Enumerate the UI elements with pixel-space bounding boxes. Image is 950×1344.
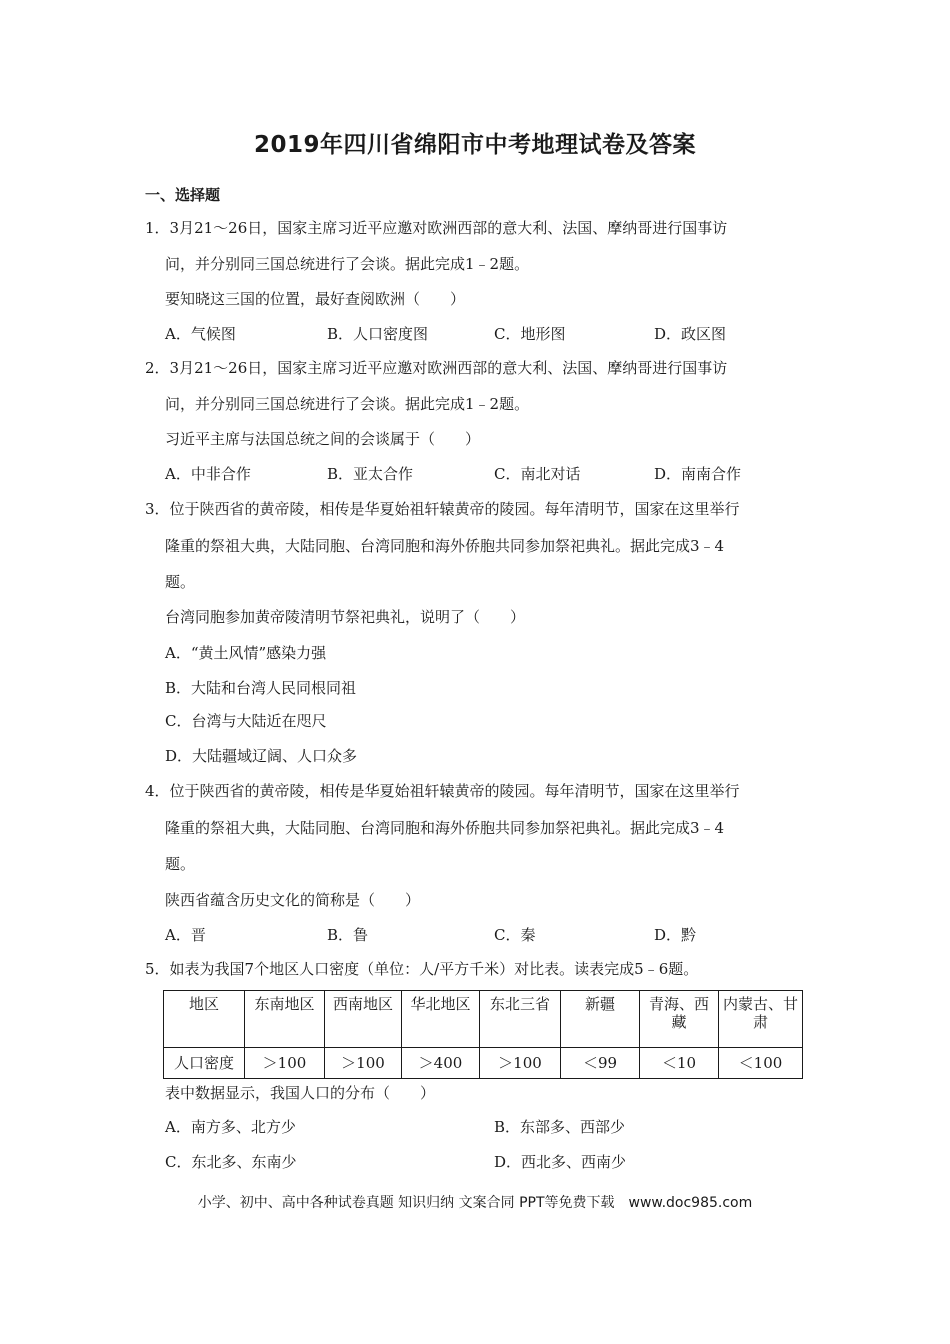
question-4-option-c[interactable]: C．秦: [494, 926, 536, 944]
table-cell: ＞100: [480, 1048, 561, 1079]
question-5-option-c[interactable]: C．东北多、东南少: [165, 1153, 297, 1171]
question-4-text-line3: 题。: [165, 855, 196, 873]
table-cell: ＞100: [325, 1048, 402, 1079]
question-3-option-b[interactable]: B．大陆和台湾人民同根同祖: [165, 679, 357, 697]
table-cell: ＞100: [245, 1048, 325, 1079]
question-1-option-b[interactable]: B．人口密度图: [327, 325, 429, 343]
question-2-text-line1: 2．3月21～26日，国家主席习近平应邀对欧洲西部的意大利、法国、摩纳哥进行国事访: [145, 359, 728, 377]
question-1-option-d[interactable]: D．政区图: [654, 325, 727, 343]
section-heading: 一、选择题: [145, 186, 221, 204]
question-1-stem: 要知晓这三国的位置，最好查阅欧洲（ ）: [165, 290, 466, 308]
question-4-option-b[interactable]: B．鲁: [327, 926, 369, 944]
question-3-text-line2: 隆重的祭祖大典，大陆同胞、台湾同胞和海外侨胞共同参加祭祀典礼。据此完成3﹣4: [165, 537, 725, 555]
question-3-text-line3: 题。: [165, 573, 196, 591]
question-5-stem: 表中数据显示，我国人口的分布（ ）: [165, 1084, 436, 1102]
question-3-option-d[interactable]: D．大陆疆域辽阔、人口众多: [165, 747, 358, 765]
question-4-option-d[interactable]: D．黔: [654, 926, 697, 944]
question-2-stem: 习近平主席与法国总统之间的会谈属于（ ）: [165, 430, 481, 448]
question-1-option-c[interactable]: C．地形图: [494, 325, 566, 343]
question-1-option-a[interactable]: A．气候图: [165, 325, 236, 343]
table-header-cell: 东北三省: [480, 991, 561, 1048]
table-header-cell: 华北地区: [402, 991, 480, 1048]
table-header-cell: 青海、西藏: [640, 991, 719, 1048]
table-cell: ＞400: [402, 1048, 480, 1079]
question-5-option-a[interactable]: A．南方多、北方少: [165, 1118, 296, 1136]
question-5-text-line1: 5．如表为我国7个地区人口密度（单位：人/平方千米）对比表。读表完成5﹣6题。: [145, 960, 699, 978]
question-1-text-line1: 1．3月21～26日，国家主席习近平应邀对欧洲西部的意大利、法国、摩纳哥进行国事访: [145, 219, 728, 237]
question-3-stem: 台湾同胞参加黄帝陵清明节祭祀典礼，说明了（ ）: [165, 608, 526, 626]
question-4-option-a[interactable]: A．晋: [165, 926, 206, 944]
table-cell: 人口密度: [164, 1048, 245, 1079]
question-5-option-d[interactable]: D．西北多、西南少: [494, 1153, 627, 1171]
question-3-text-line1: 3．位于陕西省的黄帝陵，相传是华夏始祖轩辕黄帝的陵园。每年清明节，国家在这里举行: [145, 500, 740, 518]
question-2-option-d[interactable]: D．南南合作: [654, 465, 742, 483]
page-title: 2019年四川省绵阳市中考地理试卷及答案: [253, 132, 696, 158]
question-4-text-line2: 隆重的祭祖大典，大陆同胞、台湾同胞和海外侨胞共同参加祭祀典礼。据此完成3﹣4: [165, 819, 725, 837]
question-2-option-a[interactable]: A．中非合作: [165, 465, 251, 483]
question-2-text-line2: 问，并分别同三国总统进行了会谈。据此完成1﹣2题。: [165, 395, 530, 413]
population-density-table: [163, 990, 803, 1079]
table-header-cell: 地区: [164, 991, 245, 1048]
table-header-cell: 新疆: [561, 991, 640, 1048]
table-header-cell: 东南地区: [245, 991, 325, 1048]
question-4-stem: 陕西省蕴含历史文化的简称是（ ）: [165, 891, 421, 909]
question-2-option-c[interactable]: C．南北对话: [494, 465, 581, 483]
table-header-row: [164, 991, 803, 1048]
table-header-cell: 内蒙古、甘肃: [719, 991, 803, 1048]
question-2-option-b[interactable]: B．亚太合作: [327, 465, 414, 483]
table-header-cell: 西南地区: [325, 991, 402, 1048]
table-row: [164, 1048, 803, 1079]
question-5-option-b[interactable]: B．东部多、西部少: [494, 1118, 626, 1136]
table-cell: ＜99: [561, 1048, 640, 1079]
question-4-text-line1: 4．位于陕西省的黄帝陵，相传是华夏始祖轩辕黄帝的陵园。每年清明节，国家在这里举行: [145, 782, 740, 800]
question-3-option-c[interactable]: C．台湾与大陆近在咫尺: [165, 712, 327, 730]
table-cell: ＜10: [640, 1048, 719, 1079]
question-1-text-line2: 问，并分别同三国总统进行了会谈。据此完成1﹣2题。: [165, 255, 530, 273]
question-3-option-a[interactable]: A．“黄土风情”感染力强: [165, 644, 327, 662]
footer-text: 小学、初中、高中各种试卷真题 知识归纳 文案合同 PPT等免费下载 www.doc985.com: [197, 1195, 753, 1211]
table-cell: ＜100: [719, 1048, 803, 1079]
